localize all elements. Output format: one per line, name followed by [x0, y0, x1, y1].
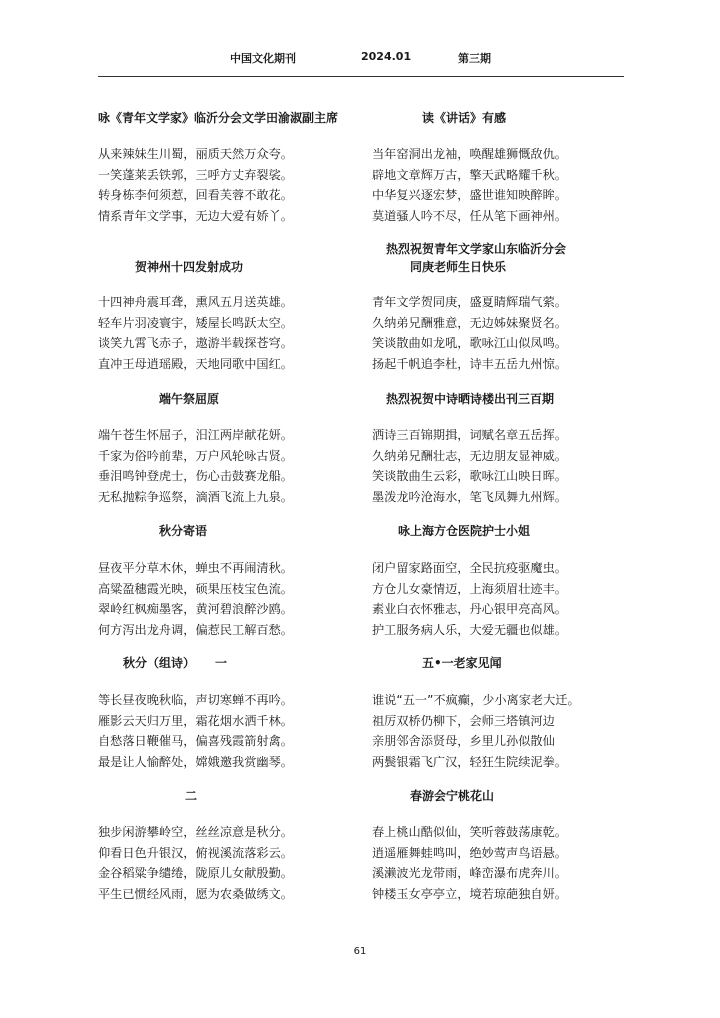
page-number: 61	[353, 946, 367, 957]
poem-line: 两鬓银霜飞广汉，轻狂生院续泥拳。	[372, 754, 567, 769]
poem-section-number: 一	[215, 656, 228, 670]
poem-line: 春上桃山酷似仙，笑听蓉鼓荡康乾。	[372, 825, 567, 839]
poem-title: 春游会宁桃花山	[410, 789, 495, 803]
poem-line: 亲朋邻舍添贤母，乡里儿孙似散仙	[372, 734, 555, 749]
poem-line: 护工服务病人乐，大爱无疆也似雄。	[372, 622, 567, 637]
poem-line: 高粱盈穗霞光映，硕果压枝宝色流。	[98, 581, 293, 596]
poem-line: 直冲王母逍瑶殿，天地同歌中国红。	[98, 356, 293, 371]
header-rule	[98, 76, 624, 77]
poem-line: 端午苍生怀屈子，汨江两岸献花妍。	[98, 428, 293, 442]
poem-line: 方仓儿女豪情迈，上海须眉壮迹丰。	[372, 581, 567, 596]
running-header	[0, 50, 720, 70]
poem-line: 溪濑波光龙带雨，峰峦瀑布虎奔川。	[372, 866, 567, 881]
poem-title: 热烈祝贺中诗晒诗楼出刊三百期	[386, 392, 555, 406]
poem-line: 谁说“五一”不疯癫，少小离家老大迁。	[372, 693, 580, 707]
poem-body	[372, 690, 580, 772]
poem-line: 墨泼龙吟沧海水，笔飞凤舞九州辉。	[372, 489, 567, 504]
poem-title: 咏《青年文学家》临沂分会文学田渝淑副主席	[98, 111, 339, 125]
poem-line: 扬起千帆追李杜，诗丰五岳九州惊。	[372, 356, 567, 371]
poem-line: 洒诗三百锦期揖，词赋名章五岳挥。	[372, 428, 567, 442]
journal-name: 中国文化期刊	[230, 52, 296, 65]
poem-line: 当年窑洞出龙袖，唤醒雄狮慨敌仇。	[372, 147, 567, 161]
poem-line: 辟地文章辉万古，擎天武略耀千秋。	[372, 167, 567, 182]
poem-line: 无私抛粽争巡祭，滴酒飞流上九泉。	[98, 489, 293, 504]
poem-title: 读《讲话》有感	[422, 111, 507, 125]
poem-title: 二	[185, 789, 198, 803]
poem-title: 五•一老家见闻	[422, 656, 502, 670]
poem-line: 青年文学贺同庚，盛夏睛辉瑞气萦。	[372, 295, 567, 309]
poem-title: 贺神州十四发射成功	[135, 260, 244, 274]
poem-line: 自愁落日鞭催马，偏喜残霞箭射禽。	[98, 734, 293, 749]
poem-body	[372, 558, 567, 640]
poem-title: 热烈祝贺青年文学家山东临沂分会	[386, 242, 567, 256]
poem-line: 独步闲游攀岭空，丝丝凉意是秋分。	[98, 825, 293, 839]
poem-line: 素业白衣怀雅志，丹心银甲亮高风。	[372, 602, 567, 617]
poem-body	[98, 822, 293, 904]
poem-line: 闭户留家路面空，全民抗疫驱魔虫。	[372, 561, 567, 575]
poem-line: 翠岭红枫痴墨客，黄河碧浪醉沙鸥。	[98, 602, 293, 617]
poem-body	[372, 144, 567, 226]
poem-line: 久纳弟兄酬雅意，无边姊妹聚贤名。	[372, 315, 567, 330]
poem-body	[372, 425, 567, 507]
poem-line: 一笑蓬莱丢铁郭，三呼方丈弃裂裟。	[98, 167, 293, 182]
poem-title: 秋分（组诗）	[123, 656, 196, 670]
poem-title: 咏上海方仓医院护士小姐	[398, 524, 531, 538]
issue-number: 第三期	[458, 52, 491, 65]
poem-line: 祖厉双桥仍柳下，会师三塔镇河边	[372, 713, 555, 728]
poem-line: 垂泪鸣钟登虎士，伤心击鼓赛龙船。	[98, 469, 293, 484]
poem-line: 何方泻出龙舟调，偏惹民工解百愁。	[98, 622, 293, 637]
poem-line: 情系青年文学事，无边大爱有娇丫。	[98, 208, 293, 223]
poem-body	[98, 690, 293, 772]
poem-body	[98, 144, 293, 226]
poem-line: 从来辣妹生川蜀，丽质天然万众夸。	[98, 147, 293, 161]
poem-body	[372, 822, 567, 904]
poem-line: 久纳弟兄酬壮志，无边朋友显神威。	[372, 448, 567, 463]
poem-line: 十四神舟震耳聋，熏风五月送英雄。	[98, 295, 293, 309]
poem-line: 千家为俗吟前辈，万户风轮咏古贤。	[98, 448, 293, 463]
poem-title: 秋分寄语	[159, 524, 208, 538]
poem-line: 仰看日色升银汉，俯视溪流落彩云。	[98, 845, 293, 860]
poem-line: 昼夜平分草木休，蝉虫不再闹清秋。	[98, 561, 293, 575]
poem-line: 中华复兴逐宏梦，盛世谁知映醉眸。	[372, 188, 567, 203]
poem-line: 谈笑九霄飞赤子，遨游半载探苍穹。	[98, 336, 293, 351]
poem-title: 端午祭屈原	[159, 392, 220, 406]
poem-body	[372, 292, 567, 374]
poem-line: 钟楼玉女亭亭立，境若琼葩独自妍。	[372, 886, 567, 901]
poem-line: 莫道骚人吟不尽，任从笔下画神州。	[372, 208, 567, 223]
poem-body	[98, 292, 293, 374]
issue-date: 2024.01	[361, 50, 412, 63]
poem-line: 等长昼夜晚秋临，声切寒蝉不再吟。	[98, 693, 293, 707]
poem-line: 金谷稻粱争缱绻，陇原儿女献殷勤。	[98, 866, 293, 881]
poem-line: 轻车片羽凌寰宇，矮屋长鸣跃太空。	[98, 315, 293, 330]
poem-body	[98, 425, 293, 507]
poem-line: 雁影云天归万里，霜花烟水洒千林。	[98, 713, 293, 728]
poem-line: 最是让人愉醉处，嫦娥邀我赏幽琴。	[98, 754, 293, 769]
poem-line: 转身栋李何须惹，回看芙蓉不敢花。	[98, 188, 293, 203]
poem-body	[98, 558, 293, 640]
poem-line: 笑谈散曲如龙吼，歌咏江山似凤鸣。	[372, 336, 567, 351]
poem-title-line2: 同庚老师生日快乐	[410, 260, 507, 274]
poem-line: 逍遥雁舞蛙鸣叫，绝妙莺声鸟语悬。	[372, 845, 567, 860]
poem-line: 笑谈散曲生云彩，歌咏江山映日晖。	[372, 469, 567, 484]
poem-line: 平生已惯经风雨，愿为农桑做绣文。	[98, 886, 293, 901]
